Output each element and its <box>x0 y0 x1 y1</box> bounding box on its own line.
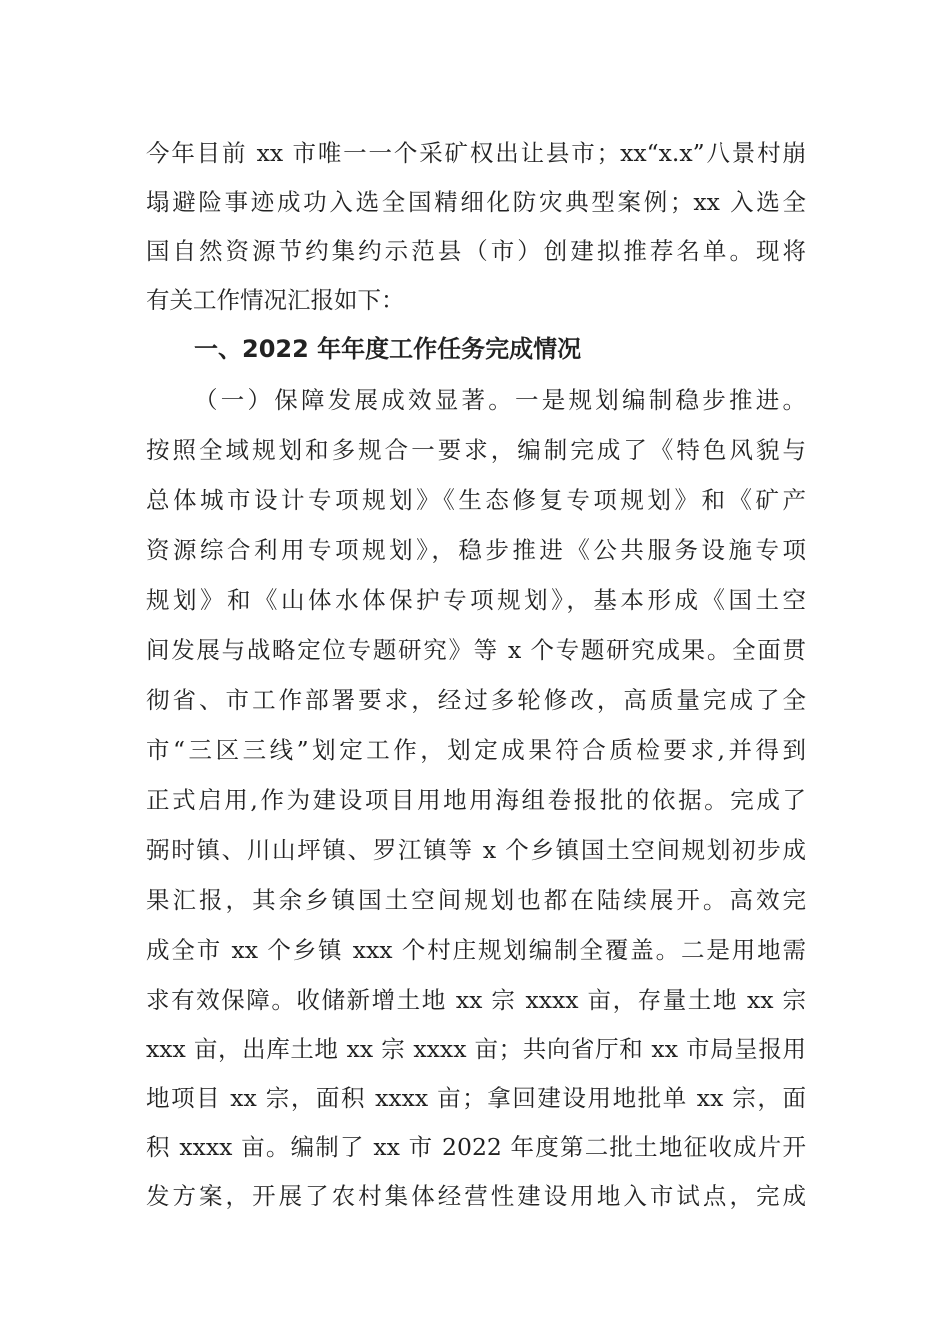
paragraph-line-12: 成全市 xx 个乡镇 xxx 个村庄规划编制全覆盖。二是用地需 <box>146 936 806 964</box>
paragraph-line-15: 地项目 xx 宗，面积 xxxx 亩；拿回建设用地批单 xx 宗，面 <box>146 1084 806 1112</box>
paragraph-line-14: xxx 亩，出库土地 xx 宗 xxxx 亩；共向省厅和 xx 市局呈报用 <box>146 1035 806 1063</box>
section-heading: 一、2022 年年度工作任务完成情况 <box>194 335 582 363</box>
paragraph-line-13: 求有效保障。收储新增土地 xx 宗 xxxx 亩，存量土地 xx 宗 <box>146 986 806 1014</box>
paragraph-line-2: 按照全域规划和多规合一要求，编制完成了《特色风貌与 <box>146 436 806 464</box>
paragraph-line-6: 间发展与战略定位专题研究》等 x 个专题研究成果。全面贯 <box>146 636 806 664</box>
paragraph-line-17: 发方案，开展了农村集体经营性建设用地入市试点，完成 <box>146 1182 806 1210</box>
paragraph-line-3: 总体城市设计专项规划》《生态修复专项规划》和《矿产 <box>146 486 806 514</box>
paragraph-line-10: 弼时镇、川山坪镇、罗江镇等 x 个乡镇国土空间规划初步成 <box>146 836 806 864</box>
paragraph-line-9: 正式启用,作为建设项目用地用海组卷报批的依据。完成了 <box>146 786 806 814</box>
paragraph-line-16: 积 xxxx 亩。编制了 xx 市 2022 年度第二批土地征收成片开 <box>146 1133 806 1161</box>
intro-line-4: 有关工作情况汇报如下： <box>146 286 405 314</box>
paragraph-line-4: 资源综合利用专项规划》，稳步推进《公共服务设施专项 <box>146 536 806 564</box>
paragraph-line-11: 果汇报，其余乡镇国土空间规划也都在陆续展开。高效完 <box>146 886 806 914</box>
paragraph-line-8: 市“三区三线”划定工作，划定成果符合质检要求,并得到 <box>146 736 806 764</box>
paragraph-line-5: 规划》和《山体水体保护专项规划》，基本形成《国土空 <box>146 586 806 614</box>
paragraph-line-1: （一）保障发展成效显著。一是规划编制稳步推进。 <box>194 386 806 414</box>
intro-line-1: 今年目前 xx 市唯一一个采矿权出让县市；xx“x.x”八景村崩 <box>146 139 806 167</box>
intro-line-2: 塌避险事迹成功入选全国精细化防灾典型案例；xx 入选全 <box>146 188 806 216</box>
paragraph-line-7: 彻省、市工作部署要求，经过多轮修改，高质量完成了全 <box>146 686 806 714</box>
intro-line-3: 国自然资源节约集约示范县（市）创建拟推荐名单。现将 <box>146 237 806 265</box>
